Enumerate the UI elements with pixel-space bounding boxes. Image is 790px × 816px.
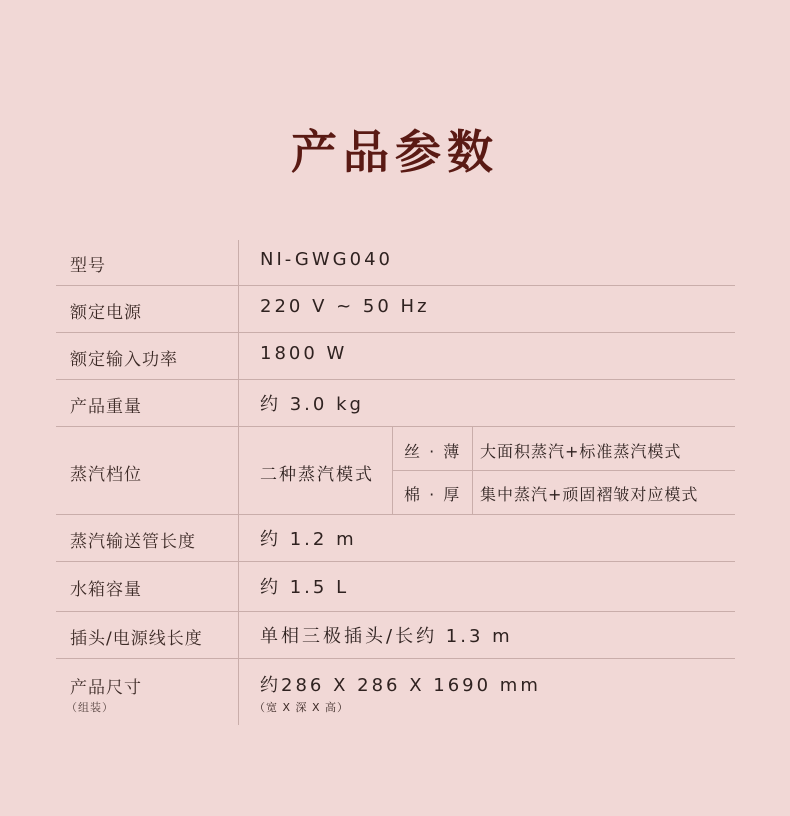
spec-row-weight [56, 380, 735, 427]
column-divider [238, 612, 239, 658]
spec-label: 水箱容量 [70, 580, 142, 600]
spec-label: 额定电源 [70, 303, 142, 323]
spec-label: 插头/电源线长度 [70, 629, 203, 649]
spec-value: 约 1.5 L [260, 577, 350, 598]
spec-row-dimensions [56, 659, 735, 725]
spec-label: 蒸汽输送管长度 [70, 532, 196, 552]
spec-label: 产品尺寸 [70, 678, 142, 698]
spec-label: 产品重量 [70, 397, 142, 417]
spec-value: 单相三极插头/长约 1.3 m [260, 626, 513, 647]
sub-row-divider [392, 470, 735, 471]
spec-value: 约 3.0 kg [260, 394, 364, 415]
spec-value: 1800 W [260, 343, 348, 364]
steam-mode-description: 集中蒸汽+顽固褶皱对应模式 [480, 485, 699, 504]
spec-value-note: （宽 X 深 X 高） [254, 701, 350, 714]
column-divider [238, 286, 239, 332]
spec-value: 二种蒸汽模式 [260, 465, 374, 485]
column-divider [238, 427, 239, 514]
steam-mode-description: 大面积蒸汽+标准蒸汽模式 [480, 442, 682, 461]
spec-row-plug-cord [56, 612, 735, 659]
spec-label: 型号 [70, 256, 106, 276]
spec-row-rated-input-power [56, 333, 735, 380]
column-divider [238, 562, 239, 611]
column-divider [238, 380, 239, 426]
spec-row-rated-power-supply [56, 286, 735, 333]
spec-value: NI-GWG040 [260, 249, 393, 270]
column-divider [238, 659, 239, 725]
column-divider [238, 515, 239, 561]
column-divider [238, 240, 239, 285]
spec-label: 额定输入功率 [70, 350, 178, 370]
column-divider [238, 333, 239, 379]
spec-label-note: （组装） [66, 701, 114, 714]
spec-row-steam-hose-length [56, 515, 735, 562]
spec-table [56, 240, 735, 725]
spec-row-steam-level [56, 427, 735, 515]
spec-row-model [56, 240, 735, 286]
fabric-type: 棉 · 厚 [404, 485, 462, 504]
spec-value: 约 1.2 m [260, 529, 357, 550]
page-title: 产品参数 [291, 125, 499, 179]
spec-label: 蒸汽档位 [70, 465, 142, 485]
spec-value: 约286 X 286 X 1690 mm [260, 675, 541, 696]
spec-row-water-tank [56, 562, 735, 612]
fabric-type: 丝 · 薄 [404, 442, 462, 461]
spec-value: 220 V ~ 50 Hz [260, 296, 430, 317]
